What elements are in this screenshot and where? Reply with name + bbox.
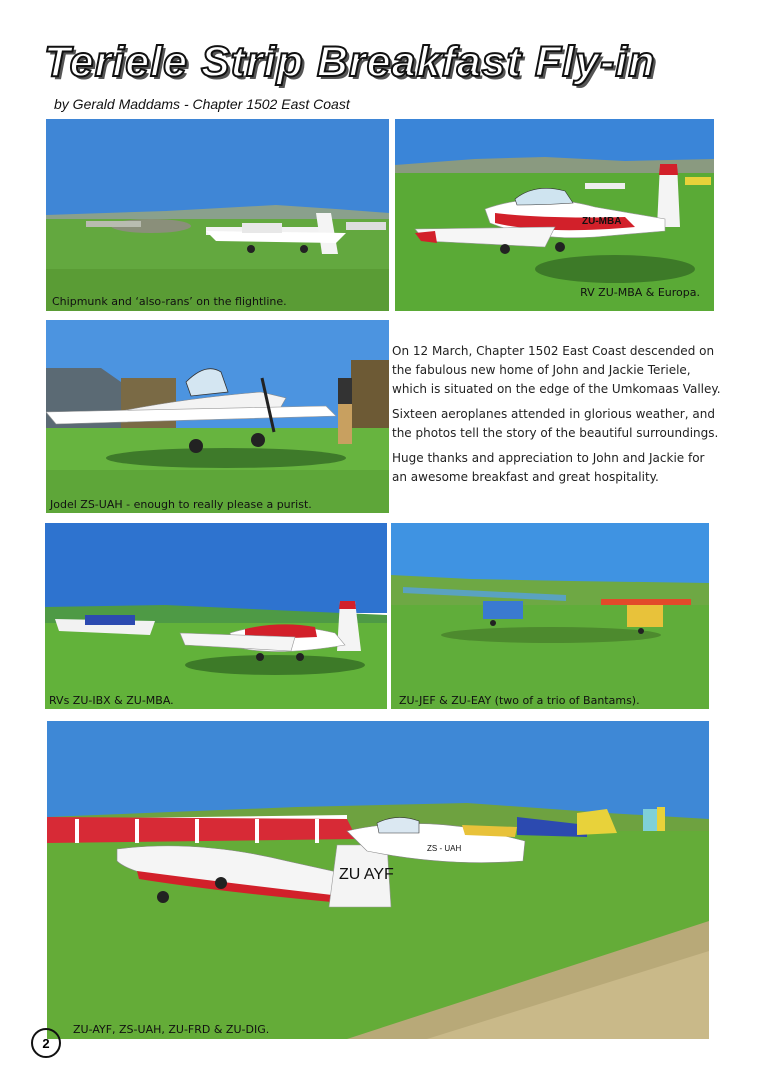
photo-bantams-jef-eay	[391, 523, 709, 709]
photo-jodel-uah	[46, 320, 389, 513]
photo-lineup-ayf-uah-frd-dig	[47, 721, 709, 1039]
page-number: 2	[31, 1028, 61, 1058]
photo-chipmunk-flightline	[46, 119, 389, 311]
aircraft-registration: ZU-MBA	[582, 216, 622, 227]
aircraft-registration: ZU AYF	[339, 866, 394, 883]
article-paragraph: Huge thanks and appreciation to John and Jackie for an awesome breakfast and great hospitality.	[392, 451, 705, 484]
article-paragraph: Sixteen aeroplanes attended in glorious weather, and the photos tell the story of the beautiful surroundings.	[392, 407, 719, 440]
photo-caption: Chipmunk and ‘also-rans’ on the flightline.	[52, 295, 287, 308]
photo-rv-mba-europa	[395, 119, 714, 311]
article-byline: by Gerald Maddams - Chapter 1502 East Coast	[54, 96, 350, 112]
article-title: Teriele Strip Breakfast Fly-in	[44, 38, 656, 86]
article-body	[392, 342, 722, 493]
photo-caption: ZU-JEF & ZU-EAY (two of a trio of Bantams).	[399, 694, 640, 707]
photo-caption: ZU-AYF, ZS-UAH, ZU-FRD & ZU-DIG.	[73, 1023, 270, 1036]
photo-caption: RVs ZU-IBX & ZU-MBA.	[49, 694, 174, 707]
photo-caption: Jodel ZS-UAH - enough to really please a purist.	[50, 498, 312, 511]
photo-caption: RV ZU-MBA & Europa.	[580, 286, 700, 299]
photo-rvs-ibx-mba	[45, 523, 387, 709]
aircraft-registration: ZS - UAH	[427, 844, 462, 853]
article-paragraph: On 12 March, Chapter 1502 East Coast descended on the fabulous new home of John and Jackie Teriele, which is situated on the edge of the Umkomaas Valley.	[392, 344, 721, 396]
